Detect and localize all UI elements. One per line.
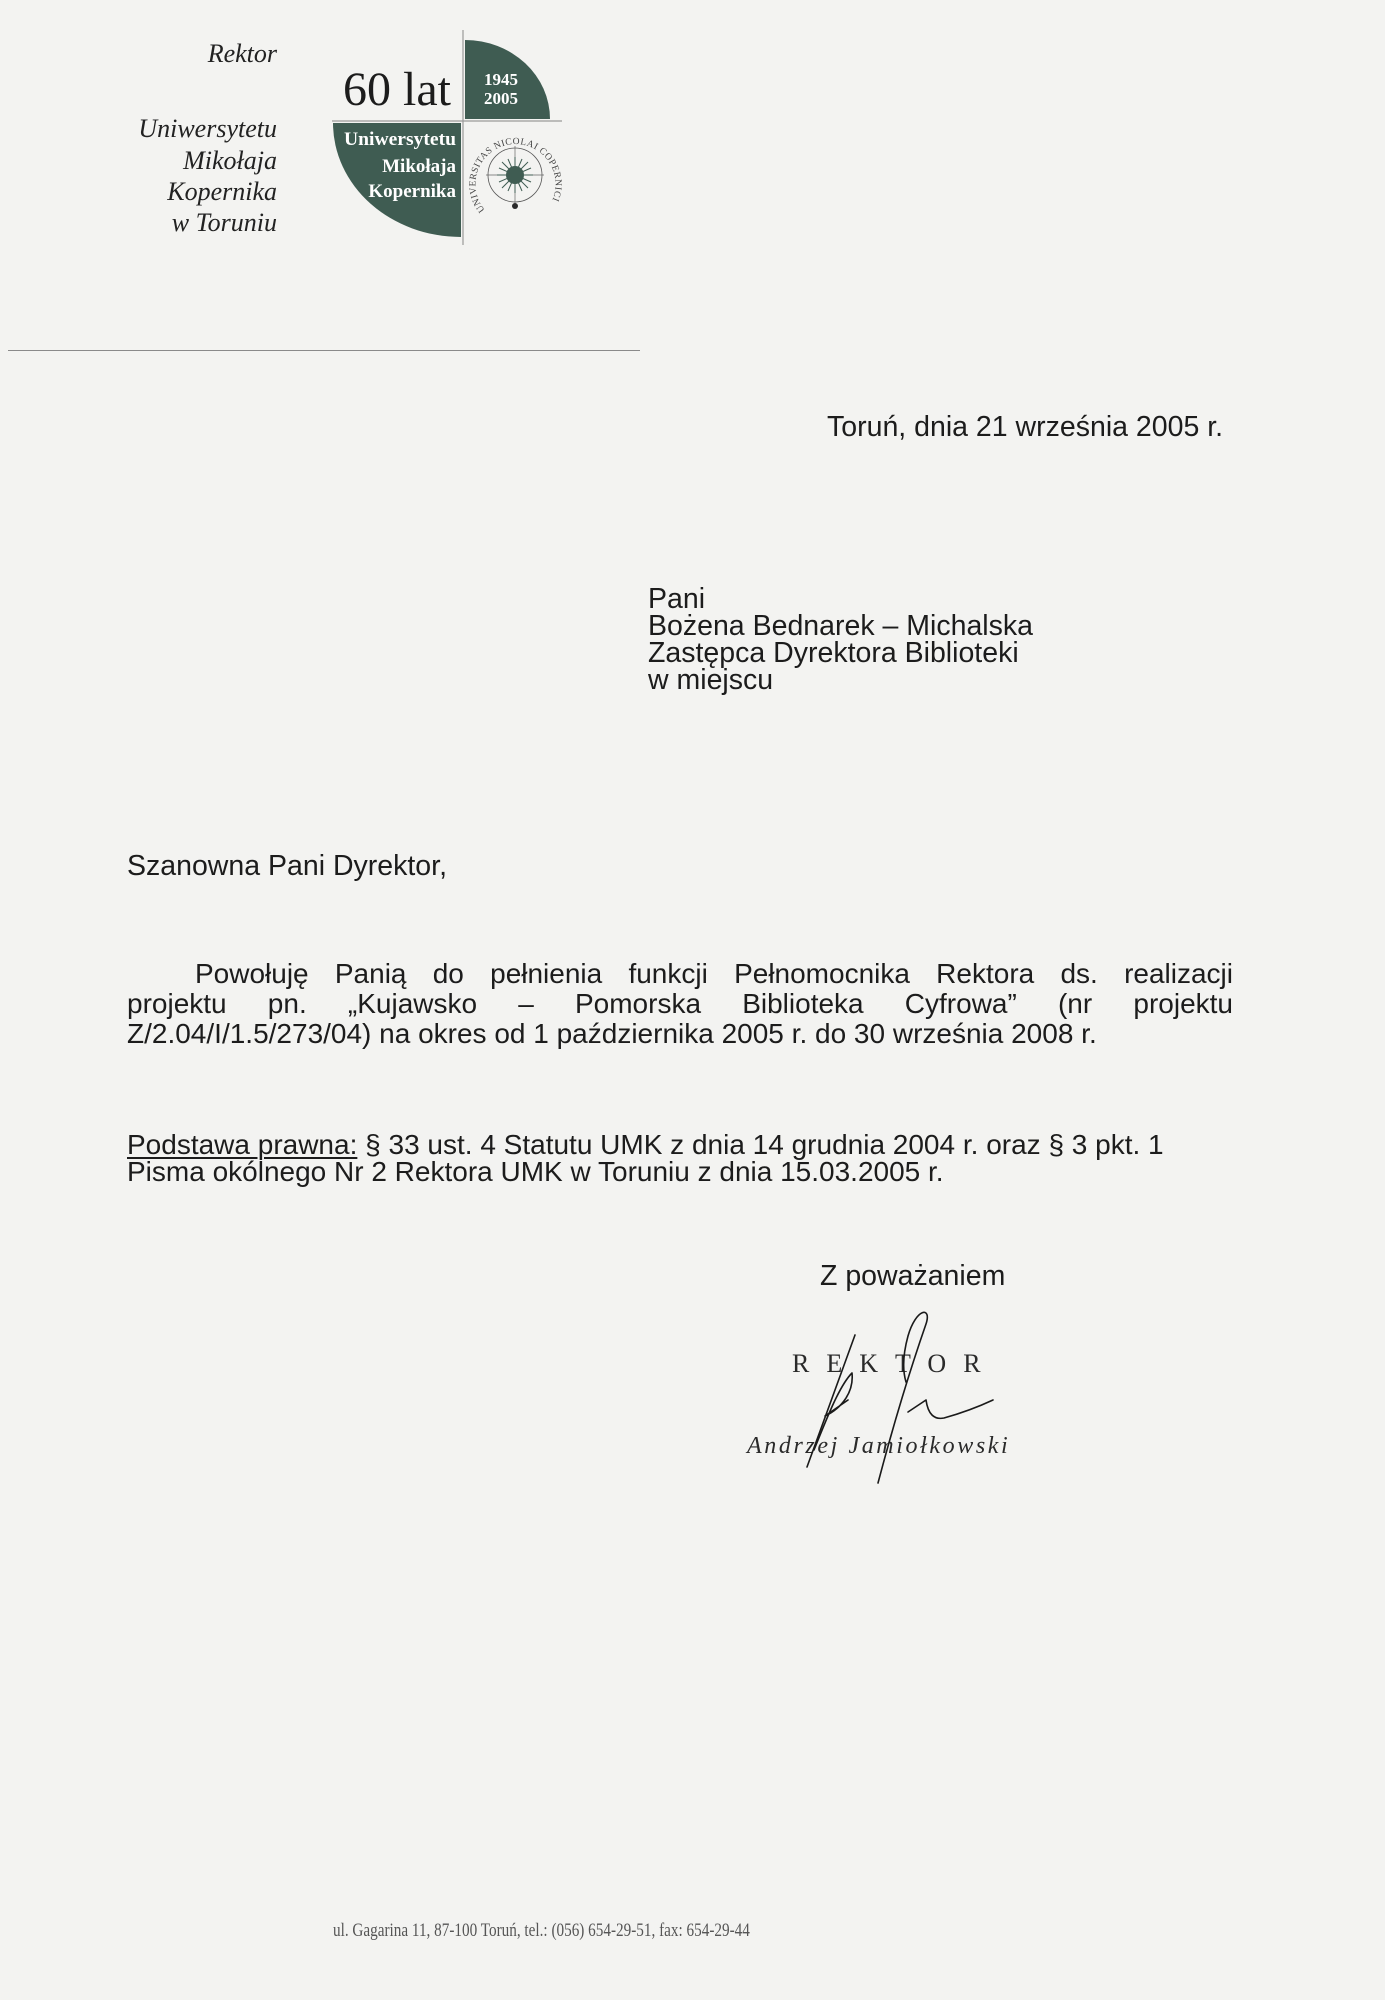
letterhead-university-line: w Toruniu bbox=[171, 208, 277, 237]
recipient-line: Bożena Bednarek – Michalska bbox=[648, 610, 1033, 642]
stamp-title: REKTOR bbox=[792, 1349, 998, 1378]
letterhead-university-line: Uniwersytetu bbox=[138, 114, 277, 143]
logo-name-line: Uniwersytetu bbox=[344, 129, 457, 150]
recipient-line: Pani bbox=[648, 583, 706, 615]
recipient-block bbox=[648, 583, 1033, 696]
seal-text: UNIVERSITAS NICOLAI COPERNICI bbox=[468, 137, 563, 215]
recipient-line: w miejscu bbox=[648, 664, 774, 696]
header-divider bbox=[8, 350, 640, 351]
university-logo bbox=[320, 30, 580, 250]
logo-year-start: 1945 bbox=[484, 70, 518, 89]
handwritten-signature bbox=[730, 1300, 1050, 1500]
recipient-line: Zastępca Dyrektora Biblioteki bbox=[648, 637, 1019, 669]
body-line: Powołuję Panią do pełnienia funkcji Pełnomocnika Rektora ds. realizacji bbox=[195, 958, 1233, 989]
date-line: Toruń, dnia 21 września 2005 r. bbox=[827, 411, 1224, 443]
legal-basis-label: Podstawa prawna: bbox=[127, 1129, 358, 1160]
logo-name-line: Mikołaja bbox=[382, 156, 456, 177]
body-line: Z/2.04/I/1.5/273/04) na okres od 1 października 2005 r. do 30 września 2008 r. bbox=[127, 1018, 1097, 1049]
body-paragraph bbox=[127, 959, 1233, 1049]
salutation: Szanowna Pani Dyrektor, bbox=[127, 850, 447, 882]
legal-basis bbox=[127, 1131, 1237, 1185]
logo-year-end: 2005 bbox=[484, 89, 518, 108]
legal-basis-text: § 33 ust. 4 Statutu UMK z dnia 14 grudnia 2004 r. oraz § 3 pkt. 1 bbox=[357, 1129, 1164, 1160]
stamp-name: Andrzej Jamiołkowski bbox=[747, 1433, 1011, 1459]
letterhead-title: Rektor bbox=[207, 39, 277, 68]
body-line: projektu pn. „Kujawsko – Pomorska Biblioteka Cyfrowa” (nr projektu bbox=[127, 988, 1233, 1019]
legal-basis-text: Pisma okólnego Nr 2 Rektora UMK w Toruniu z dnia 15.03.2005 r. bbox=[127, 1156, 944, 1187]
letterhead-university-line: Mikołaja bbox=[183, 146, 277, 175]
footer-address: ul. Gagarina 11, 87-100 Toruń, tel.: (056) 654-29-51, fax: 654-29-44 bbox=[333, 1920, 750, 1941]
university-seal-icon bbox=[468, 137, 562, 214]
closing-phrase: Z poważaniem bbox=[820, 1260, 1006, 1292]
logo-anniversary-text: 60 lat bbox=[343, 63, 451, 116]
logo-name-line: Kopernika bbox=[368, 181, 456, 202]
letterhead-university-line: Kopernika bbox=[167, 177, 277, 206]
